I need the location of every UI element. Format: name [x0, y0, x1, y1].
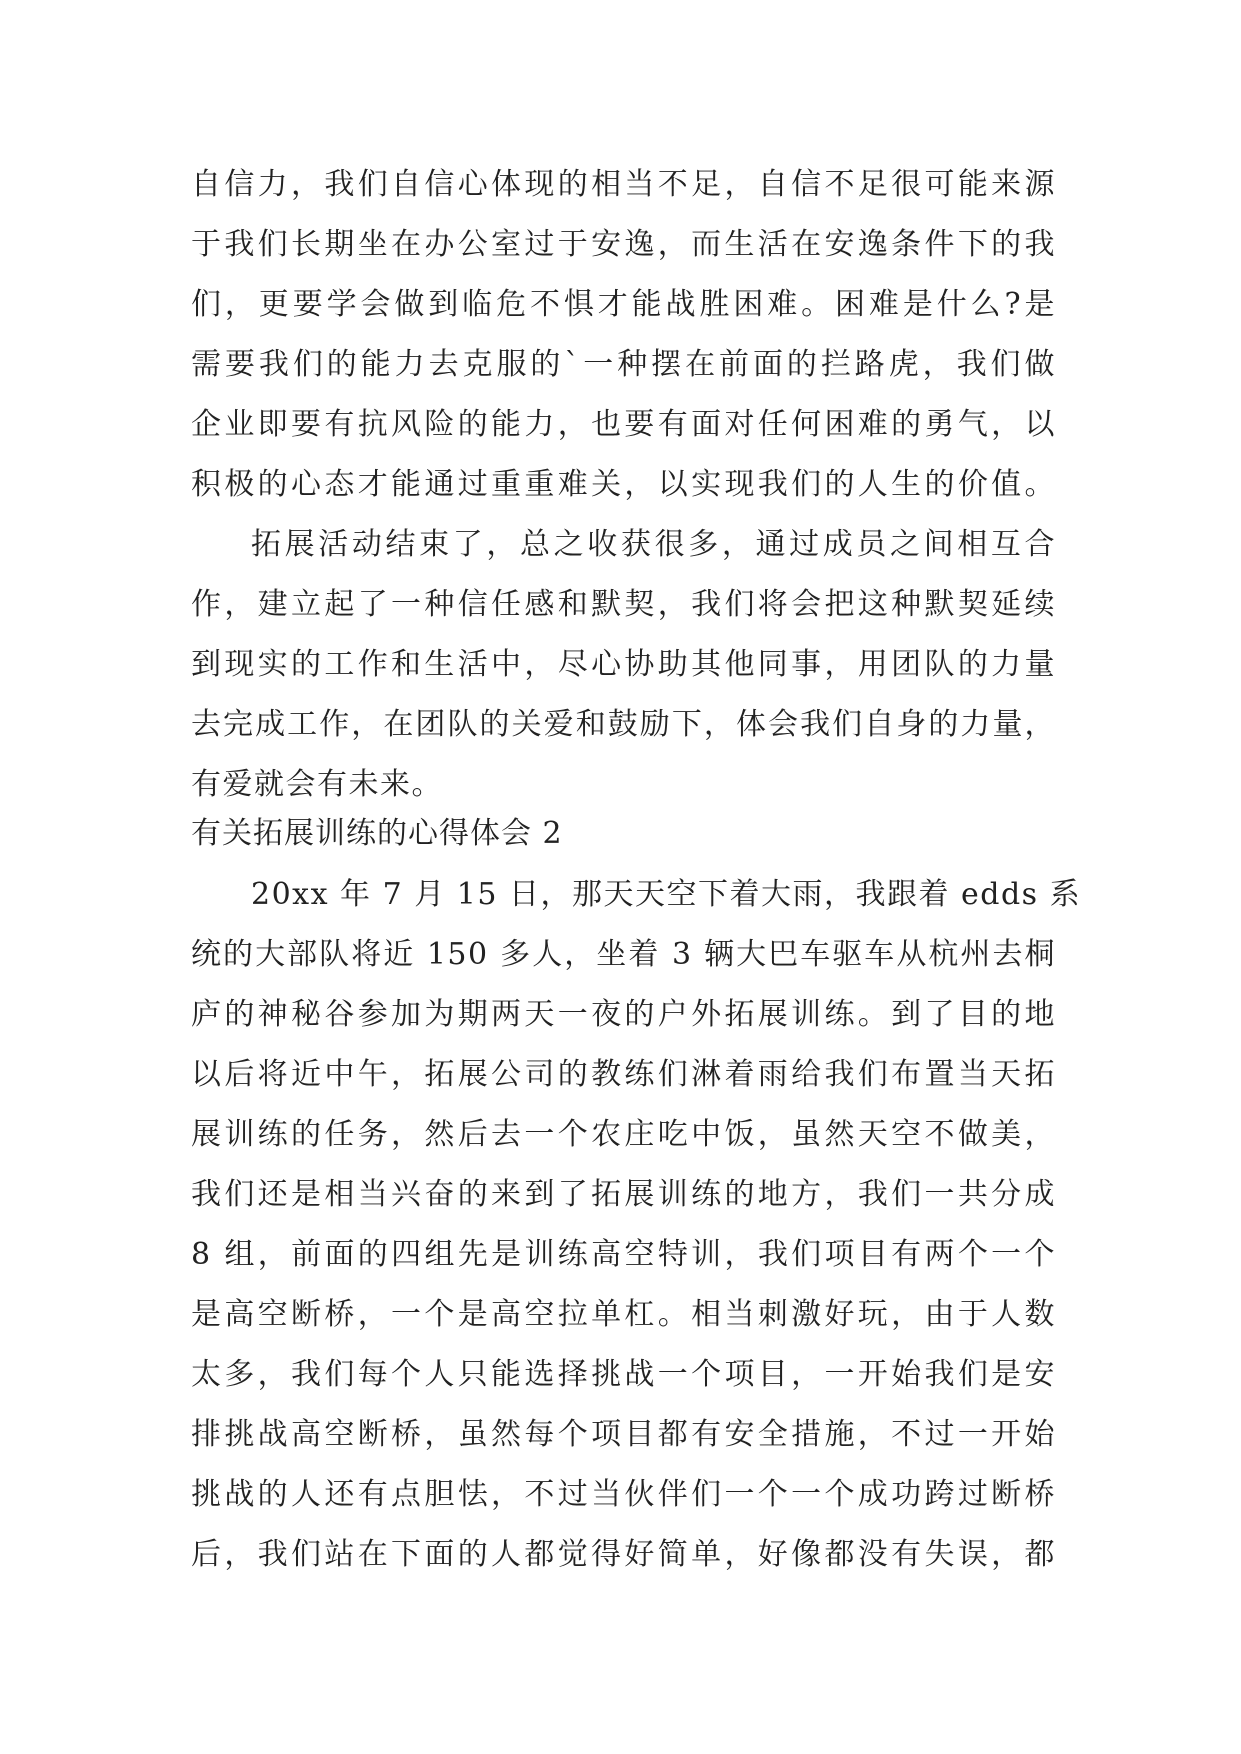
- paragraph-line: 们，更要学会做到临危不惧才能战胜困难。困难是什么?是: [191, 287, 1056, 322]
- paragraph-2: [191, 515, 1056, 815]
- paragraph-3: [191, 865, 1082, 1585]
- paragraph-line: 企业即要有抗风险的能力，也要有面对任何困难的勇气，以: [191, 407, 1056, 442]
- paragraph-line: 有爱就会有未来。: [191, 767, 443, 802]
- paragraph-line: 积极的心态才能通过重重难关，以实现我们的人生的价值。: [191, 467, 1056, 502]
- paragraph-line: 20xx 年 7 月 15 日，那天天空下着大雨，我跟着 edds 系: [251, 877, 1082, 912]
- section-heading: 有关拓展训练的心得体会 2: [191, 816, 563, 851]
- paragraph-line: 拓展活动结束了，总之收获很多，通过成员之间相互合: [251, 527, 1056, 562]
- paragraph-line: 排挑战高空断桥，虽然每个项目都有安全措施，不过一开始: [191, 1417, 1056, 1452]
- paragraph-line: 需要我们的能力去克服的`一种摆在前面的拦路虎，我们做: [191, 347, 1056, 382]
- paragraph-line: 挑战的人还有点胆怯，不过当伙伴们一个一个成功跨过断桥: [191, 1477, 1056, 1512]
- paragraph-line: 后，我们站在下面的人都觉得好简单，好像都没有失误，都: [191, 1537, 1056, 1572]
- paragraph-line: 8 组，前面的四组先是训练高空特训，我们项目有两个一个: [191, 1237, 1056, 1272]
- paragraph-line: 展训练的任务，然后去一个农庄吃中饭，虽然天空不做美，: [191, 1117, 1056, 1152]
- paragraph-line: 作，建立起了一种信任感和默契，我们将会把这种默契延续: [191, 587, 1056, 622]
- paragraph-line: 于我们长期坐在办公室过于安逸，而生活在安逸条件下的我: [191, 227, 1056, 262]
- paragraph-1: [191, 155, 1056, 515]
- paragraph-line: 庐的神秘谷参加为期两天一夜的户外拓展训练。到了目的地: [191, 997, 1056, 1032]
- paragraph-line: 统的大部队将近 150 多人，坐着 3 辆大巴车驱车从杭州去桐: [191, 937, 1056, 972]
- paragraph-line: 以后将近中午，拓展公司的教练们淋着雨给我们布置当天拓: [191, 1057, 1056, 1092]
- paragraph-line: 我们还是相当兴奋的来到了拓展训练的地方，我们一共分成: [191, 1177, 1056, 1212]
- paragraph-line: 太多，我们每个人只能选择挑战一个项目，一开始我们是安: [191, 1357, 1056, 1392]
- paragraph-line: 是高空断桥，一个是高空拉单杠。相当刺激好玩，由于人数: [191, 1297, 1056, 1332]
- paragraph-line: 到现实的工作和生活中，尽心协助其他同事，用团队的力量: [191, 647, 1056, 682]
- paragraph-line: 自信力，我们自信心体现的相当不足，自信不足很可能来源: [191, 167, 1056, 202]
- paragraph-line: 去完成工作，在团队的关爱和鼓励下，体会我们自身的力量，: [191, 707, 1056, 742]
